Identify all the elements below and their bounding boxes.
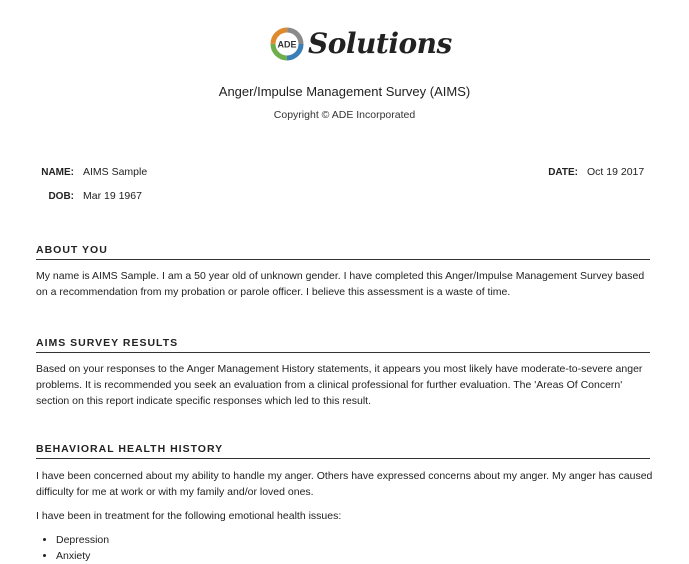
copyright-notice: Copyright © ADE Incorporated [273, 109, 416, 121]
survey-results-text: Based on your responses to the Anger Management History statements, it appears you most likely have moderate-to-severe anger problems. It is recommended you seek an evaluation from a clinical professional for further evaluation. The 'Areas Of Concern' section on this report indicate specific responses which led to this result. [36, 363, 643, 407]
client-name: AIMS Sample [83, 166, 148, 178]
treatment-issues-list [36, 532, 109, 564]
behavioral-health-text: I have been concerned about my ability to handle my anger. Others have expressed concerns about my anger. My anger has caused difficulty for me at work or with my family and/or loved ones. [36, 470, 653, 498]
date-label: DATE: [548, 167, 578, 178]
about-you-text: My name is AIMS Sample. I am a 50 year old of unknown gender. I have completed this Anger/Impulse Management Survey based on a recommendation from my probation or parole officer. I believe this assessment is a waste of time. [36, 270, 645, 298]
dob-label: DOB: [48, 191, 74, 202]
about-you-heading: ABOUT YOU [36, 244, 650, 260]
document-title: Anger/Impulse Management Survey (AIMS) [218, 84, 471, 99]
survey-results-heading: AIMS SURVEY RESULTS [36, 337, 650, 353]
behavioral-health-heading: BEHAVIORAL HEALTH HISTORY [36, 443, 650, 459]
logo-wordmark: Solutions [308, 27, 452, 60]
list-item: • Depression [56, 532, 109, 548]
ade-solutions-logo [270, 22, 452, 66]
report-date: Oct 19 2017 [587, 166, 645, 178]
treatment-intro-text: I have been in treatment for the following emotional health issues: [36, 510, 342, 522]
list-item: • Anxiety [56, 548, 109, 564]
name-label: NAME: [41, 167, 74, 178]
client-dob: Mar 19 1967 [83, 190, 142, 202]
logo-badge-text: ADE [277, 39, 297, 50]
logo-ring-icon [270, 27, 304, 61]
